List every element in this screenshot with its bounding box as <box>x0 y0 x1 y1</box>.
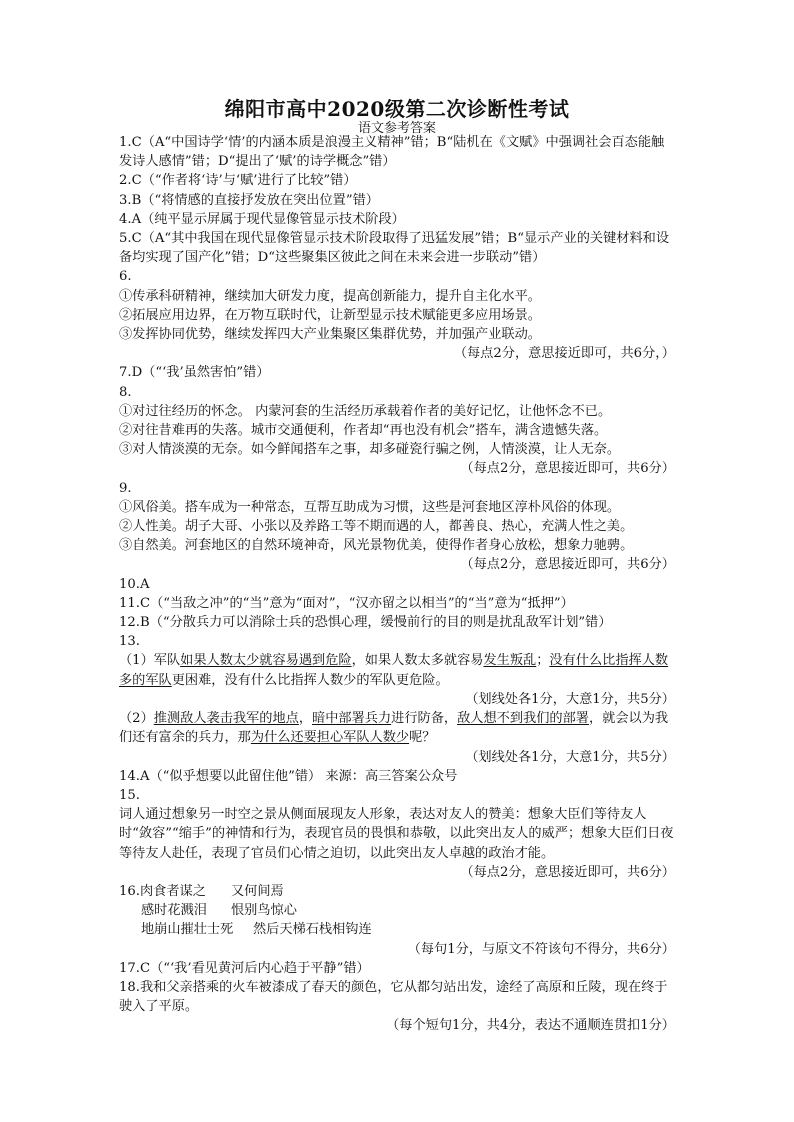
answer-q16-row-3 <box>119 920 675 939</box>
q16-line: 然后天梯石栈相钩连 <box>253 922 372 938</box>
answer-q9-point-2: ②人性美。胡子大哥、小张以及养路工等不期而遇的人，都善良、热心，充满人性之美。 <box>119 519 634 535</box>
page-subtitle: 语文参考答案 <box>357 121 436 136</box>
answer-q16-scoring-note: （每句1分，与原文不符该句不得分，共6分） <box>407 941 675 957</box>
q16-number-and-line <box>119 882 231 901</box>
q16-number: 16. <box>119 883 140 899</box>
q13-1-text: ； <box>536 653 550 669</box>
q13-2-text: ，就会以为我们还有富余的兵力，那 <box>119 711 669 746</box>
answer-q8-point-3: ③对人情淡漠的无奈。如今鲜闻搭车之事，却多碰瓷行骗之例，人情淡漠，让人无奈。 <box>119 442 621 458</box>
answer-q3: 3.B（“将情感的直接抒发放在突出位置”错） <box>119 192 379 208</box>
answer-q13-2-scoring-note: （划线处各1分，大意1分，共5分） <box>465 749 675 765</box>
answer-q10: 10.A <box>119 576 150 592</box>
q16-line: 恨别鸟惊心 <box>231 903 297 919</box>
q16-line: 又何间焉 <box>231 883 284 899</box>
answer-q6-point-2: ②拓展应用边界，在万物互联时代，让新型显示技术赋能更多应用场景。 <box>119 307 541 323</box>
answer-q9-point-1: ①风俗美。搭车成为一种常态，互帮互助成为习惯，这些是河套地区淳朴风俗的体现。 <box>119 499 621 515</box>
answer-q1: 1.C（A“中国诗学‘情’的内涵本质是浪漫主义精神”错；B“陆机在《文赋》中强调社会百态能触发诗人感情”错；D“提出了‘赋’的诗学概念”错） <box>119 135 665 170</box>
answer-q14: 14.A（“似乎想要以此留住他”错） 来源：高三答案公众号 <box>119 768 458 784</box>
answer-q13-number: 13. <box>119 634 140 650</box>
q13-1-underline: 如果人数太少就容易遇到危险 <box>180 653 352 669</box>
q13-2-text: ， <box>298 711 313 727</box>
q13-2-underline: 推测敌人袭击我军的地点 <box>153 711 299 727</box>
answer-q9-number: 9. <box>119 480 132 496</box>
answer-q13-1-scoring-note: （划线处各1分，大意1分，共5分） <box>465 691 675 707</box>
answer-q4: 4.A（纯平显示屏属于现代显像管显示技术阶段） <box>119 211 405 227</box>
q16-line: 肉食者谋之 <box>139 883 206 899</box>
q13-1-underline: 发生叛乱 <box>483 653 537 669</box>
answer-q16-row-2 <box>119 901 675 920</box>
q16-line: 感时花溅泪 <box>141 903 207 919</box>
q13-1-text: 更困难，没有什么比指挥人数少的军队更危险。 <box>171 672 449 688</box>
q13-2-text: 呢？ <box>409 730 436 746</box>
q16-line: 地崩山摧壮士死 <box>141 922 234 938</box>
answer-q16-row-1 <box>119 882 675 901</box>
answer-q13-part-1 <box>119 651 675 689</box>
answer-q6-point-3: ③发挥协同优势，继续发挥四大产业集聚区集群优势，并加强产业联动。 <box>119 327 541 343</box>
answer-q12: 12.B（“分散兵力可以消除士兵的恐惧心理，缓慢前行的目的则是扰乱敌军计划”错） <box>119 615 612 631</box>
answer-q8-number: 8. <box>119 384 132 400</box>
answer-q15-number: 15. <box>119 787 140 803</box>
answer-q17: 17.C（“‘我’看见黄河后内心趋于平静”错） <box>119 960 370 976</box>
q13-2-text: （2） <box>119 711 154 727</box>
answer-q11: 11.C（“当敌之冲”的“当”意为“面对”，“汉亦留之以相当”的“当”意为“抵押”） <box>119 595 574 611</box>
answer-q15-scoring-note: （每点2分，意思接近即可，共6分） <box>460 864 675 880</box>
answer-body <box>119 133 675 1036</box>
answer-q2: 2.C（“作者将‘诗’与‘赋’进行了比较”错） <box>119 173 357 189</box>
q13-2-text: 进行防备， <box>391 711 458 727</box>
answer-q18-scoring-note: （每个短句1分，共4分，表达不通顺连贯扣1分） <box>386 1018 675 1034</box>
answer-q6-number: 6. <box>119 269 132 285</box>
answer-q15-body: 词人通过想象另一时空之景从侧面展现友人形象，表达对友人的赞美：想象大臣们等待友人时“敛容”“缩手”的神情和行为，表现官员的畏惧和恭敬，以此突出友人的威严；想象大臣们日夜等待友人赴任，表现了官员们心情之迫切，以此突出友人卓越的政治才能。 <box>119 807 674 861</box>
answer-q9-point-3: ③自然美。河套地区的自然环境神奇，风光景物优美，使得作者身心放松，想象力驰骋。 <box>119 538 634 554</box>
q13-2-underline: 敌人想不到我们的部署 <box>457 711 589 727</box>
answer-q18-body: 18.我和父亲搭乘的火车被漆成了春天的颜色，它从都匀站出发，途经了高原和丘陵，现在终于驶入了平原。 <box>119 979 668 1015</box>
answer-q9-scoring-note: （每点2分，意思接近即可，共6分） <box>460 557 675 573</box>
page-title: 绵阳市高中2020级第二次诊断性考试 <box>224 97 570 121</box>
q13-1-text: （1）军队 <box>119 653 181 669</box>
answer-q13-part-2 <box>119 709 675 747</box>
q13-1-text: ，如果人数太多就容易 <box>351 653 484 669</box>
q13-2-underline: 为什么还要担心军队人数少 <box>250 730 410 746</box>
answer-q5: 5.C（A“其中我国在现代显像管显示技术阶段取得了迅猛发展”错；B“显示产业的关键材料和设备均实现了国产化”错；D“这些聚集区彼此之间在未来会进一步联动”错） <box>119 231 670 266</box>
q13-1-underline: 没有什么比指挥人数多的军队 <box>119 653 669 688</box>
answer-q6-scoring-note: （每点2分，意思接近即可，共6分，） <box>453 346 675 362</box>
q13-2-underline: 暗中部署兵力 <box>312 711 392 727</box>
answer-q8-scoring-note: （每点2分，意思接近即可，共6分） <box>460 461 675 477</box>
answer-q7: 7.D（“‘我’虽然害怕”错） <box>119 365 270 381</box>
answer-q8-point-1: ①对过往经历的怀念。 内蒙河套的生活经历承载着作者的美好记忆，让他怀念不已。 <box>119 403 612 419</box>
answer-q6-point-1: ①传承科研精神，继续加大研发力度，提高创新能力，提升自主化水平。 <box>119 288 541 304</box>
answer-q8-point-2: ②对往昔难再的失落。城市交通便利，作者却“再也没有机会”搭车，满含遗憾失落。 <box>119 423 608 439</box>
